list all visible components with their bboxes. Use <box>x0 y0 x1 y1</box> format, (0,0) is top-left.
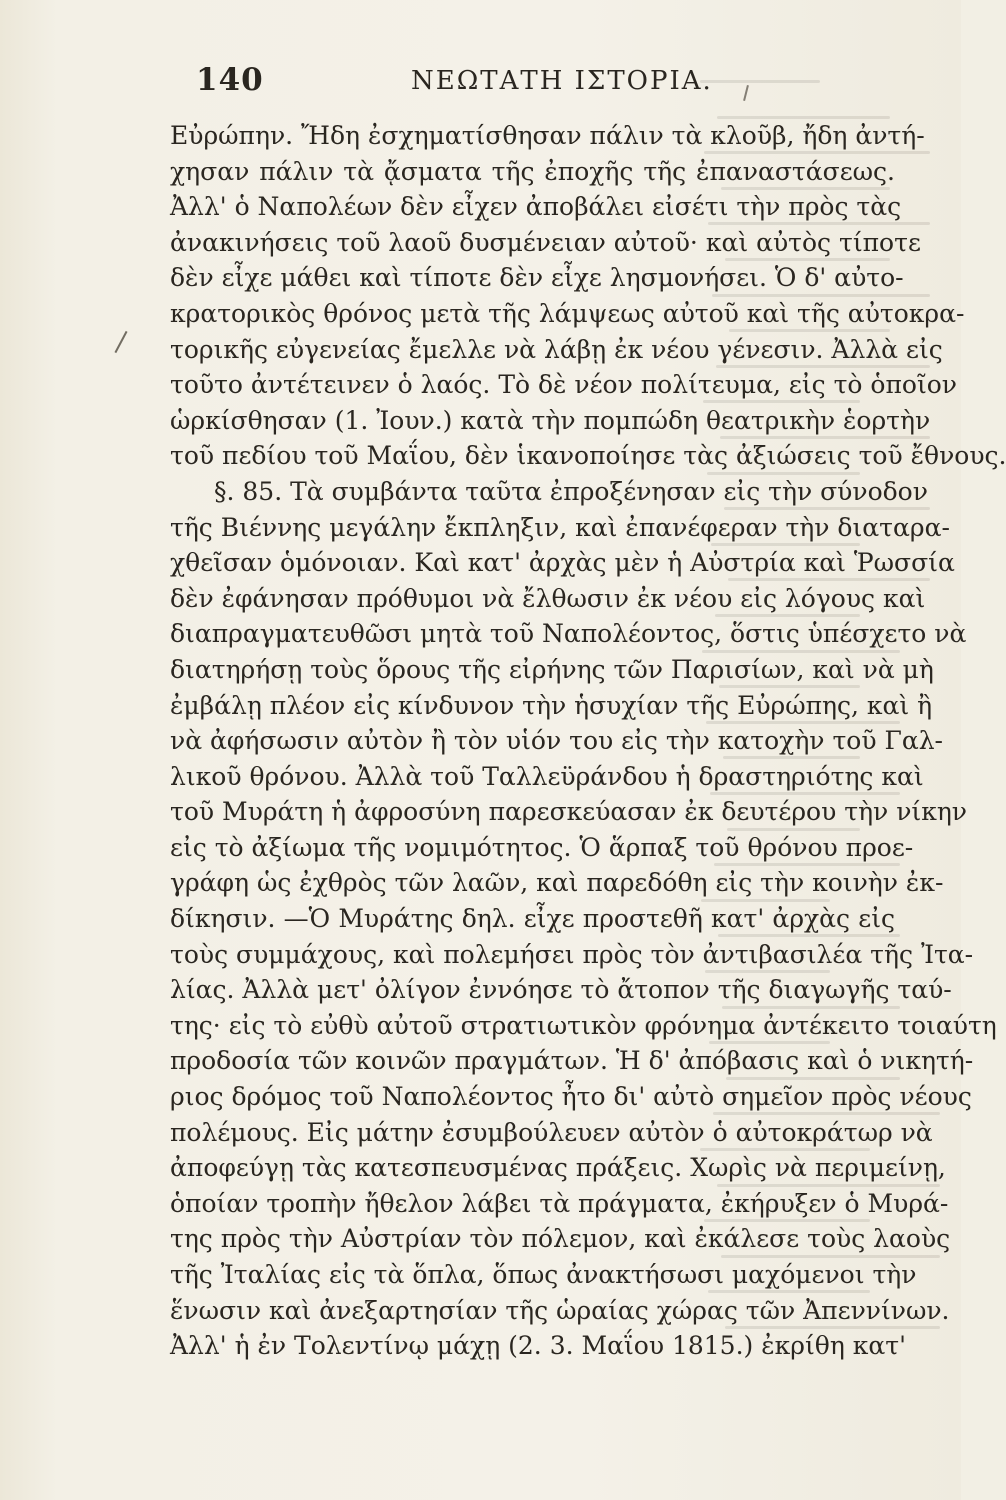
page-number: 140 <box>196 62 264 98</box>
text-line: λίας. Ἀλλὰ μετ' ὀλίγον ἐννόησε τὸ ἄτοπον τῆς διαγωγῆς ταύ- <box>170 975 952 1005</box>
text-line: γράφη ὡς ἐχθρὸς τῶν λαῶν, καὶ παρεδόθη εἰς τὴν κοινὴν ἐκ- <box>170 868 944 898</box>
text-line: δὲν ἐφάνησαν πρόθυμοι νὰ ἔλθωσιν ἐκ νέου εἰς λόγους καὶ <box>170 583 926 613</box>
text-line: τῆς Βιέννης μεγάλην ἔκπληξιν, καὶ ἐπανέφεραν τὴν διαταρα- <box>170 512 950 542</box>
text-line: χθεῖσαν ὁμόνοιαν. Καὶ κατ' ἀρχὰς μὲν ἡ Αὐστρία καὶ Ῥωσσία <box>170 548 955 578</box>
text-line: ἕνωσιν καὶ ἀνεξαρτησίαν τῆς ὡραίας χώρας τῶν Ἀπεννίνων. <box>170 1295 950 1325</box>
text-line: ὡρκίσθησαν (1. Ἰουν.) κατὰ τὴν πομπώδη θεατρικὴν ἑορτὴν <box>170 405 931 435</box>
stray-ink-mark <box>114 331 127 353</box>
text-line: προδοσία τῶν κοινῶν πραγμάτων. Ἡ δ' ἀπόβασις καὶ ὁ νικητή- <box>170 1046 974 1076</box>
running-title: ΝΕΩΤΑΤΗ ΙΣΤΟΡΙΑ. <box>411 66 713 96</box>
text-line: ἀνακινήσεις τοῦ λαοῦ δυσμένειαν αὐτοῦ· καὶ αὐτὸς τίποτε <box>170 227 921 257</box>
text-line: ἀποφεύγῃ τὰς κατεσπευσμένας πράξεις. Χωρὶς νὰ περιμείνῃ, <box>170 1153 946 1183</box>
text-line: διαπραγματευθῶσι μητὰ τοῦ Ναπολέοντος, ὅστις ὑπέσχετο νὰ <box>170 619 967 649</box>
text-line: δίκησιν. —Ὁ Μυράτης δηλ. εἶχε προστεθῆ κατ' ἀρχὰς εἰς <box>170 904 895 934</box>
text-line: πολέμους. Εἰς μάτην ἐσυμβούλευεν αὐτὸν ὁ αὐτοκράτωρ νὰ <box>170 1117 933 1147</box>
text-line: δὲν εἶχε μάθει καὶ τίποτε δὲν εἶχε λησμονήσει. Ὁ δ' αὐτο- <box>170 263 904 293</box>
text-line: εἰς τὸ ἀξίωμα τῆς νομιμότητος. Ὁ ἅρπαξ τοῦ θρόνου προε- <box>170 832 914 862</box>
text-line: διατηρήσῃ τοὺς ὅρους τῆς εἰρήνης τῶν Παρισίων, καὶ νὰ μὴ <box>170 654 934 684</box>
text-line: κρατορικὸς θρόνος μετὰ τῆς λάμψεως αὐτοῦ καὶ τῆς αὐτοκρα- <box>170 298 965 328</box>
text-line: ὁποίαν τροπὴν ἤθελον λάβει τὰ πράγματα, ἐκήρυξεν ὁ Μυρά- <box>170 1188 949 1218</box>
text-line: Ἀλλ' ὁ Ναπολέων δὲν εἶχεν ἀποβάλει εἰσέτι τὴν πρὸς τὰς <box>170 192 902 222</box>
text-line: της πρὸς τὴν Αὐστρίαν τὸν πόλεμον, καὶ ἐκάλεσε τοὺς λαοὺς <box>170 1224 951 1254</box>
text-line: §. 85. Τὰ συμβάντα ταῦτα ἐπροξένησαν εἰς τὴν σύνοδον <box>214 476 928 506</box>
text-line: Ἀλλ' ἡ ἐν Τολεντίνῳ μάχῃ (2. 3. Μαΐου 1815.) ἐκρίθη κατ' <box>170 1331 906 1361</box>
text-line: τοῦ πεδίου τοῦ Μαΐου, δὲν ἱκανοποίησε τὰς ἀξιώσεις τοῦ ἔθνους. <box>170 441 1006 471</box>
body-text <box>170 118 1006 1364</box>
text-line: τορικῆς εὐγενείας ἔμελλε νὰ λάβῃ ἐκ νέου γένεσιν. Ἀλλὰ εἰς <box>170 334 943 364</box>
text-line: της· εἰς τὸ εὐθὺ αὐτοῦ στρατιωτικὸν φρόνημα ἀντέκειτο τοιαύτη <box>170 1010 997 1040</box>
text-line: Εὐρώπην. Ἤδη ἐσχηματίσθησαν πάλιν τὰ κλοῦβ, ἤδη ἀντή- <box>170 121 925 150</box>
text-line: χησαν πάλιν τὰ ᾄσματα τῆς ἐποχῆς τῆς ἐπαναστάσεως. <box>170 156 895 186</box>
text-line: τοῦ Μυράτη ἡ ἀφροσύνη παρεσκεύασαν ἐκ δευτέρου τὴν νίκην <box>170 797 967 827</box>
text-line: νὰ ἀφήσωσιν αὐτὸν ἢ τὸν υἱόν του εἰς τὴν κατοχὴν τοῦ Γαλ- <box>170 726 943 756</box>
text-line: ἐμβάλῃ πλέον εἰς κίνδυνον τὴν ἡσυχίαν τῆς Εὐρώπης, καὶ ἢ <box>170 690 933 720</box>
text-line: τοὺς συμμάχους, καὶ πολεμήσει πρὸς τὸν ἀντιβασιλέα τῆς Ἰτα- <box>170 939 974 969</box>
text-line: ριος δρόμος τοῦ Ναπολέοντος ἦτο δι' αὐτὸ σημεῖον πρὸς νέους <box>170 1082 972 1112</box>
page-header <box>196 62 816 108</box>
text-line: τοῦτο ἀντέτεινεν ὁ λαός. Τὸ δὲ νέον πολίτευμα, εἰς τὸ ὁποῖον <box>170 370 957 400</box>
text-line: λικοῦ θρόνου. Ἀλλὰ τοῦ Ταλλεϋράνδου ἡ δραστηριότης καὶ <box>170 761 924 791</box>
text-line: τῆς Ἰταλίας εἰς τὰ ὅπλα, ὅπως ἀνακτήσωσι μαχόμενοι τὴν <box>170 1260 917 1289</box>
